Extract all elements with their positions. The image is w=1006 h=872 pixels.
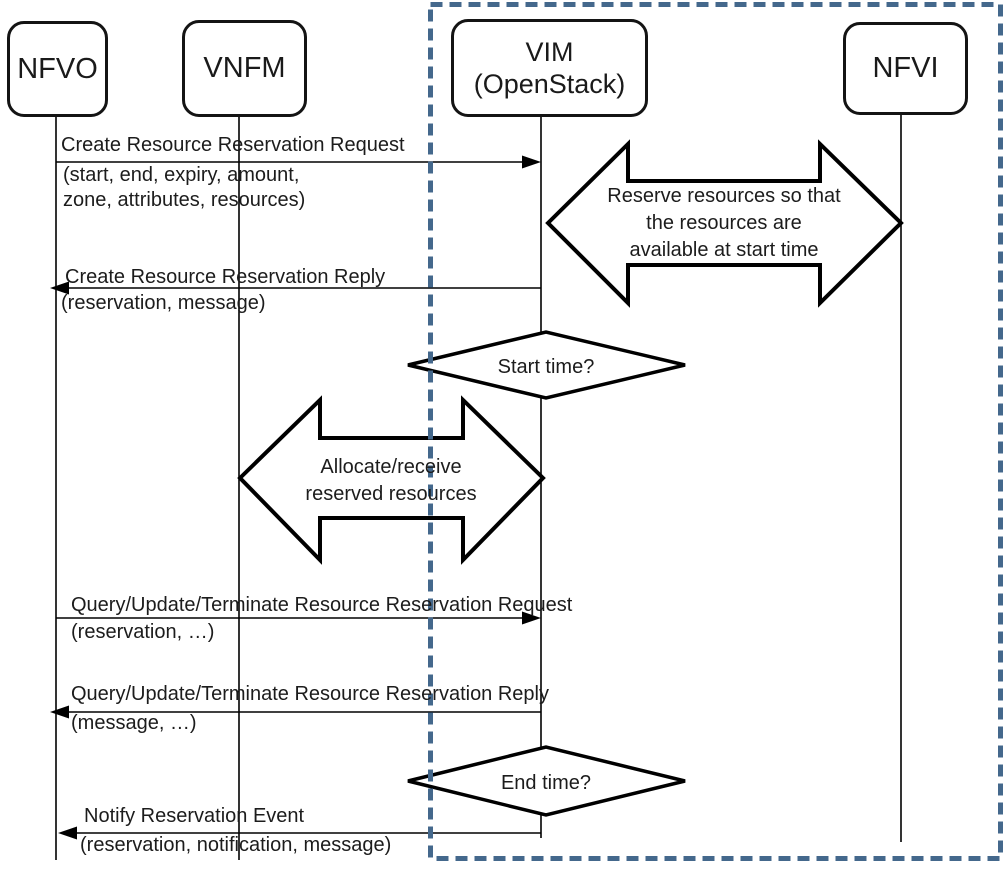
- actor-box-vnfm: [182, 20, 307, 117]
- actor-box-nfvi: [843, 22, 968, 115]
- actor-label-nfvo: NFVO: [17, 52, 98, 85]
- actor-sublabel-vim-openstack: (OpenStack): [473, 69, 626, 99]
- message-label-create-reply-line1: Create Resource Reservation Reply: [65, 266, 386, 288]
- actor-box-vim: [451, 19, 648, 117]
- message-label-create-reply-line2: (reservation, message): [61, 292, 266, 314]
- message-label-qut-reply-line2: (message, …): [71, 712, 197, 734]
- sync-reserve-line1: Reserve resources so that: [607, 185, 841, 207]
- message-label-notify-event-line2: (reservation, notification, message): [80, 834, 392, 856]
- actor-label-vim: VIM: [525, 37, 574, 67]
- sync-reserve-line3: available at start time: [629, 239, 819, 261]
- decision-label-end-time: End time?: [500, 772, 592, 794]
- message-label-create-request-line3: zone, attributes, resources): [63, 189, 306, 211]
- actor-box-nfvo: [7, 21, 108, 117]
- message-label-create-request-line2: (start, end, expiry, amount,: [63, 164, 300, 186]
- sync-reserve-line2: the resources are: [646, 212, 802, 234]
- message-label-qut-request-line2: (reservation, …): [71, 621, 215, 643]
- actor-label-nfvi: NFVI: [872, 52, 939, 84]
- message-label-notify-event-line1: Notify Reservation Event: [84, 805, 305, 827]
- message-label-qut-request-line1: Query/Update/Terminate Resource Reservation Request: [71, 594, 573, 616]
- message-label-create-request-line1: Create Resource Reservation Request: [61, 134, 405, 156]
- sync-allocate-line1: Allocate/receive: [320, 456, 462, 478]
- actor-label-vnfm: VNFM: [203, 52, 286, 84]
- sync-allocate-line2: reserved resources: [305, 483, 477, 505]
- decision-label-start-time: Start time?: [497, 356, 595, 378]
- message-label-qut-reply-line1: Query/Update/Terminate Resource Reservation Reply: [71, 683, 549, 705]
